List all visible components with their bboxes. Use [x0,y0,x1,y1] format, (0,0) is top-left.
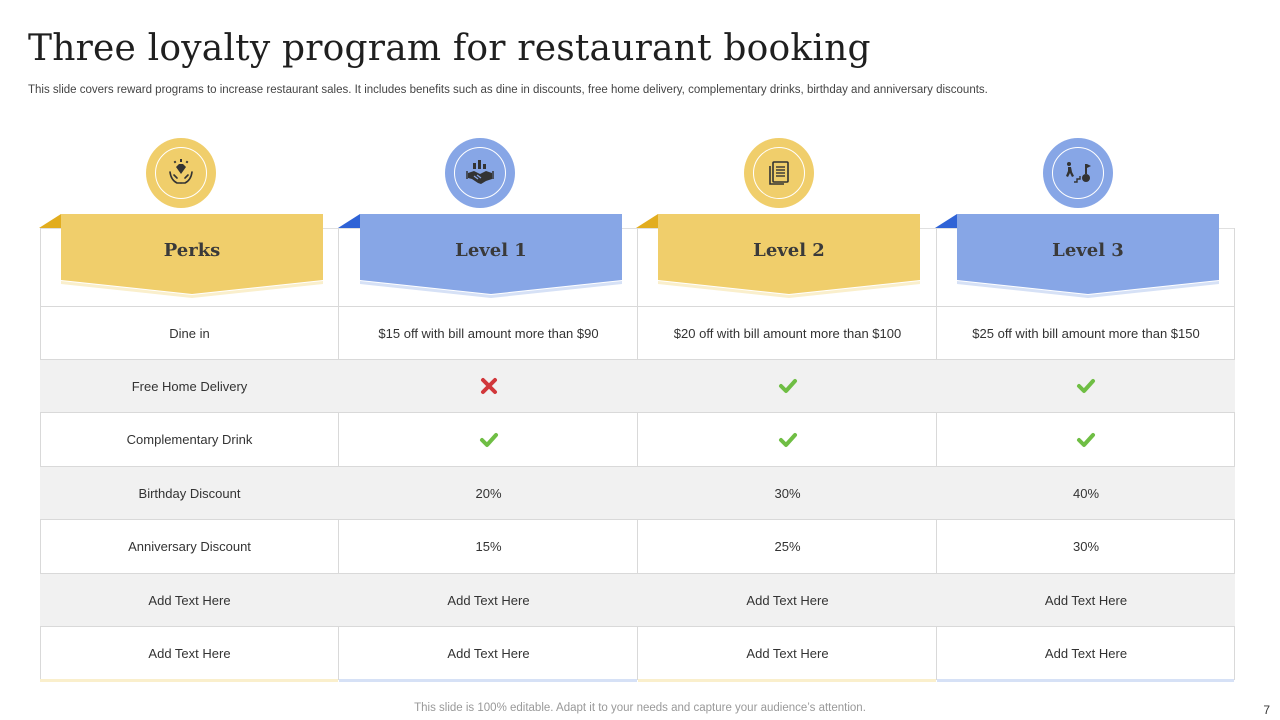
cross-icon [339,360,638,412]
header-perks [61,214,323,294]
perk-label: Add Text Here [148,645,231,661]
header-level3 [957,214,1219,294]
level1-icon-badge [445,138,515,208]
table-cell: 30% [1072,539,1100,554]
header-label: Perks [163,240,221,261]
perk-label: Dine in [169,325,210,341]
table-cell: 40% [1072,485,1100,501]
slide-subtitle: This slide covers reward programs to increase restaurant sales. It includes benefits such as dine in discounts, free home delivery, complementary drinks, birthday and anniversary discounts. [28,84,988,96]
table-row [40,412,1235,466]
hands-diamond-icon [166,158,196,188]
table-cell: 30% [774,485,801,501]
table-row [40,519,1235,573]
table-row [40,359,1235,412]
header-level1 [360,214,622,294]
page-number: 7 [1263,703,1270,717]
check-icon [937,360,1235,412]
table-cell: Add Text Here [746,645,829,661]
slide-title: Three loyalty program for restaurant booking [28,28,871,69]
perks-icon-badge [146,138,216,208]
table-cell: $20 off with bill amount more than $100 [673,325,902,341]
header-label: Level 2 [753,240,825,261]
perk-label: Add Text Here [148,592,231,608]
perk-label: Complementary Drink [126,432,253,447]
table-cell: Add Text Here [1044,592,1128,608]
documents-icon [765,159,793,187]
table-row [40,626,1235,679]
table-cell: $15 off with bill amount more than $90 [378,325,599,341]
check-icon [937,413,1235,466]
check-icon [638,360,937,412]
table-row [40,466,1235,519]
perk-label: Free Home Delivery [131,378,248,394]
level2-icon-badge [744,138,814,208]
table-cell: Add Text Here [1044,645,1128,661]
perk-label: Birthday Discount [138,485,241,501]
table-row [40,573,1235,626]
handshake-icon [464,157,496,189]
table-cell: Add Text Here [447,645,530,661]
table-cell: Add Text Here [447,592,530,608]
header-label: Level 3 [1052,240,1124,261]
table-cell: 15% [475,539,502,554]
table-cell: $25 off with bill amount more than $150 [972,325,1200,341]
check-icon [638,413,937,466]
table-cell: Add Text Here [746,592,829,608]
stairs-goal-icon [1063,158,1093,188]
footer-note: This slide is 100% editable. Adapt it to your needs and capture your audience’s attention. [414,702,866,714]
check-icon [339,413,638,466]
table-cell: 25% [774,539,801,554]
header-label: Level 1 [455,240,527,261]
table-row [40,306,1235,359]
level3-icon-badge [1043,138,1113,208]
header-level2 [658,214,920,294]
perk-label: Anniversary Discount [128,539,251,554]
table-cell: 20% [475,485,502,501]
